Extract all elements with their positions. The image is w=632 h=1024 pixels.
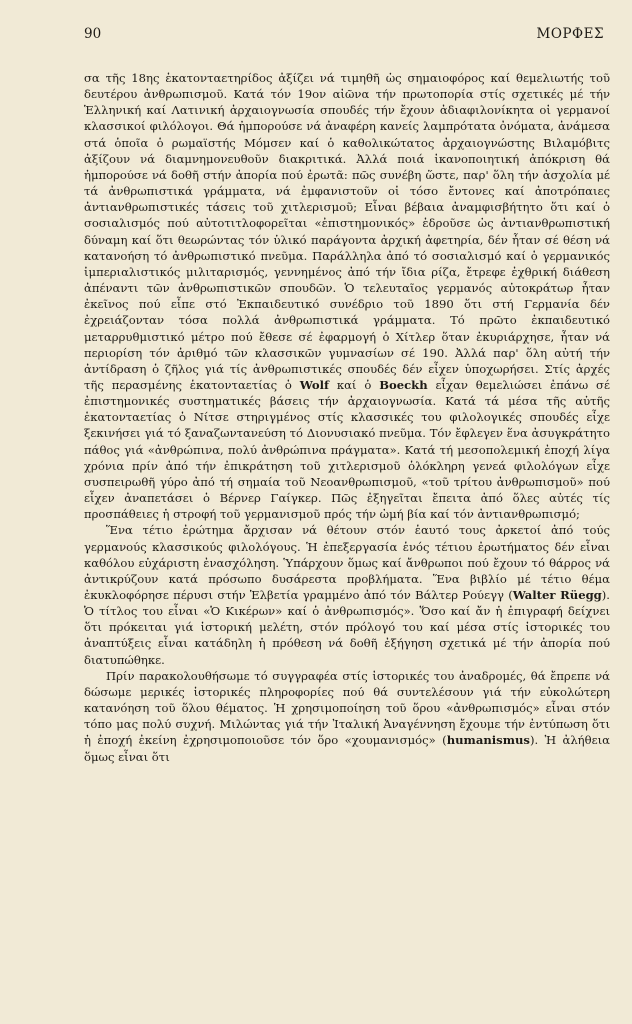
running-title: ΜΟΡΦΕΣ [536,26,604,42]
text-run: καί ὁ [328,377,380,392]
paragraph [84,668,610,765]
page-number: 90 [84,26,102,42]
text-run: Πρίν παρακολουθήσωμε τό συγγραφέα στίς ἱστορικές του ἀναδρομές, θά ἔπρεπε νά δώσωμε μερικές ἱστορικές πληροφορίες πού θά συντελέσουν γιά τήν εὐκολώτερη κατανόηση τοῦ ὅλου θέματος. Ἡ χρησιμοποίηση τοῦ ὅρου «ἀνθρωπισμός» εἶναι στόν τόπο μας πολύ συχνή. Μιλώντας γιά τήν Ἰταλική Ἀναγέννηση ἔχουμε τήν ἐντύπωση ὅτι ἡ ἐποχή ἐκείνη ἐχρησιμοποιοῦσε τόν ὅρο «χουμανισμός» ( [84,668,610,748]
text-run: ). Ὁ τίτλος του εἶναι «Ὁ Κικέρων» καί ὁ ἀνθρωπισμός». Ὅσο καί ἄν ἡ ἐπιγραφή δείχνει ὅτι πρόκειται γιά ἱστορική μελέτη, στόν πρόλογό του καί μέσα στίς ἱστορικές του ἀναπτύξεις εἶναι κατάδηλη ἡ πρόθεση νά δοθῆ ἐξήγηση σχετικά μέ τήν ἀπορία πού διατυπώθηκε. [84,588,610,667]
emphasized-name: Wolf [299,377,329,392]
body-text [84,70,610,1010]
paragraph [84,70,610,522]
text-run: Ἕνα τέτιο ἐρώτημα ἄρχισαν νά θέτουν στόν ἑαυτό τους ἀρκετοί ἀπό τούς γερμανούς κλασσικούς φιλολόγους. Ἡ ἐπεξεργασία ἑνός τέτιου ἐρωτήματος δέν εἶναι καθόλου εὐχάριστη ἐνασχόληση. Ὑπάρχουν ὅμως καί ἄνθρωποι πού ἔχουν τό θάρρος νά ἀντικρύζουν κατά πρόσωπο δυσάρεστα προβλήματα. Ἕνα βιβλίο μέ τέτιο θέμα ἐκυκλοφόρησε πέρυσι στήν Ἑλβετία γραμμένο ἀπό τόν Βάλτερ Ρούεγγ ( [84,523,610,602]
paragraph [84,522,610,667]
page-header [84,26,604,46]
text-run: εἶχαν θεμελιώσει ἐπάνω σέ ἐπιστημονικές συστηματικές βάσεις τήν ἀρχαιογνωσία. Κατά τά μέσα τῆς αὐτῆς ἑκατονταετίας ὁ Νίτσε στηριγμένος στίς κλασσικές του φιλολογικές σπουδές εἶχε ξεκινήσει γιά τό ξαναζωντανεύση τό Διονυσιακό πνεῦμα. Τόν ἔφλεγεν ἕνα ἀσυγκράτητο πάθος γιά «ἀνθρώπινα, πολύ ἀνθρώπινα πράγματα». Κατά τή μεσοπολεμική ἐποχή λίγα χρόνια πρίν ἀπό τήν ἐπικράτηση τοῦ χιτλερισμοῦ ὁλόκληρη γενεά φιλολόγων εἶχε συσπειρωθῆ γύρο ἀπό τή σημαία τοῦ Νεοανθρωπισμοῦ, «τοῦ τρίτου ἀνθρωπισμοῦ» πού εἶχεν ἀναπετάσει ὁ Βέρνερ Γαίγκερ. Πῶς ἐξηγεῖται ἔπειτα ἀπό ὅλες αὐτές τίς προσπάθειες ἡ στροφή τοῦ γερμανισμοῦ πρός τήν ὠμή βία καί τόν ἀντιανθρωπισμό; [84,377,610,522]
emphasized-name: Walter Rüegg [512,588,602,602]
text-run: σα τῆς 18ης ἑκατονταετηρίδος ἀξίζει νά τιμηθῆ ὡς σημαιοφόρος καί θεμελιωτής τοῦ δευτέρου ἀνθρωπισμοῦ. Κατά τόν 19ον αἰῶνα τήν πρωτοπορία στίς σχετικές μέ τήν Ἑλληνική καί Λατινική ἀρχαιογνωσία σπουδές τήν ἔχουν ἀδιαφιλονίκητα οἱ γερμανοί κλασσικοί φιλόλογοι. Θά ἠμπορούσε νά ἀναφέρη κανείς λαμπρότατα ὀνόματα, ἀνάμεσα στά ὁποῖα ὁ ρωμαϊστής Μόμσεν καί ὁ καθολικώτατος ἀρχαιογνώστης Βιλαμόβιτς ἀξίζουν νά διαμνημονευθοῦν διακριτικά. Ἀλλά ποιά ἱκανοποιητική ἀπόκριση θά ἠμπορούσε νά δοθῆ στήν ἀπορία πού ἐρωτᾶ: πῶς συνέβη ὥστε, παρ' ὅλη τήν ἀσχολία μέ τά ἀνθρωπιστικά γράμματα, νά ἐμφανιστοῦν οἱ τόσο ἔντονες καί ἀποτρόπαιες ἀντιανθρωπιστικές τάσεις τοῦ χιτλερισμοῦ; Εἶναι βέβαια ἀναμφισβήτητο ὅτι καί ὁ σοσιαλισμός πού αὐτοτιτλοφορεῖται «ἐπιστημονικός» ἑδροῦσε ὡς ἀντιανθρωπιστική δύναμη καί ὅτι θεωρώντας τόν ὑλικό παράγοντα ἀρχική ἀφετηρία, δέν ἦταν σέ θέση νά κατανοήση τό ἀνθρωπιστικό πνεῦμα. Παράλληλα ἀπό τό σοσιαλισμό καί ὁ γερμανικός ἰμπεριαλιστικός μιλιταρισμός, γεννημένος ἀπό τήν ἴδια ρίζα, ἔτρεφε ἐχθρική διάθεση ἀπέναντι τῶν ἀνθρωπιστικῶν σπουδῶν. Ὁ τελευταῖος γερμανός αὐτοκράτωρ ἦταν ἐκεῖνος πού εἶπε στό Ἐκπαιδευτικό συνέδριο τοῦ 1890 ὅτι στή Γερμανία δέν ἐχρειάζονταν τόσα πολλά ἀνθρωπιστικά γράμματα. Τό πρῶτο ἐκπαιδευτικό μεταρρυθμιστικό μέτρο πού ἔθεσε σέ ἐφαρμογή ὁ Χίτλερ ὅταν ἐκυριάρχησε, ἦταν νά περιορίση τόν ἀριθμό τῶν κλασσικῶν γυμνασίων σέ 190. Ἀλλά παρ' ὅλη αὐτή τήν ἀντίδραση ὁ ζῆλος γιά τίς ἀνθρωπιστικές σπουδές δέν εἶχεν ὑποχωρήσει. Στίς ἀρχές τῆς περασμένης ἑκατονταετίας ὁ [84,71,610,392]
emphasized-name: humanismus [446,733,530,748]
text-run: ). Ἡ ἀλήθεια ὅμως εἶναι ὅτι [84,733,610,764]
emphasized-name: Boeckh [379,377,428,392]
